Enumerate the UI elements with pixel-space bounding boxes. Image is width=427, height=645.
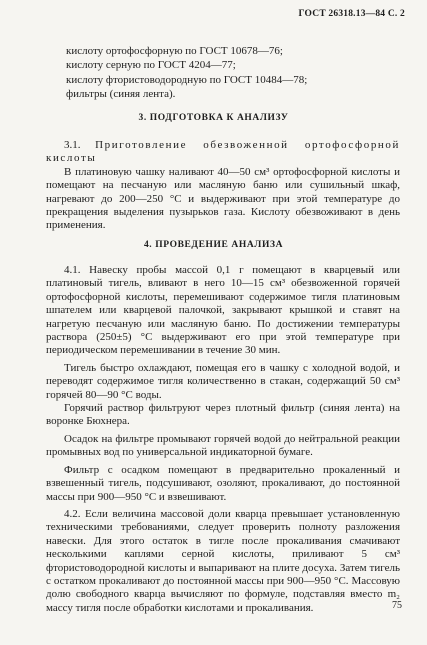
running-header: ГОСТ 26318.13—84 С. 2 [298,9,405,19]
section-3-body [46,139,400,233]
paragraph: Фильтр с осадком помещают в предварительно прокаленный и взвешенный тигель, подсушивают, озоляют, прокаливают, до постоянной массы при 900—950 °С и взвешивают. [46,463,400,503]
list-item: кислоту фтористоводородную по ГОСТ 10484—78; [66,73,308,86]
list-item: кислоту серную по ГОСТ 4204—77; [66,59,236,72]
list-item: кислоту ортофосфорную по ГОСТ 10678—76; [66,45,283,57]
section-4-heading: 4. ПРОВЕДЕНИЕ АНАЛИЗА [143,240,284,250]
section-3-heading: 3. ПОДГОТОВКА К АНАЛИЗУ [138,113,289,123]
subsection-3-1-heading [46,139,400,166]
section-4-body [46,264,400,615]
subsection-number: 3.1. [64,139,81,151]
reagent-list [66,44,307,102]
page-number: 75 [392,600,402,611]
paragraph: 4.1. Навеску пробы массой 0,1 г помещают в кварцевый или платиновый тигель, вливают в него 10—15 см³ обезвоженной горячей ортофосфорной кислоты, перемешивают содержимое тигля платиновым шпателем или кварцевой палочкой, закрывают крышкой и ставят на нагретую песчаную или масляную баню. По достижении температуры раствора (250±5) °С выдерживают его при этой температуре при периодическом перемешивании в течение 30 мин. [46,264,400,357]
paragraph: Горячий раствор фильтруют через плотный фильтр (синяя лента) на воронке Бюхнера. [46,402,400,428]
list-item: фильтры (синяя лента). [66,88,176,101]
subsection-title: Приготовление обезвоженной ортофосфорной кислоты [46,139,401,165]
paragraph: В платиновую чашку наливают 40—50 см³ ортофосфорной кислоты и помещают на песчаную или масляную баню или сушильный шкаф, нагревают до 200—250 °С и выдерживают при этой температуре до прекращения выделения пузырьков газа. Кислоту обезвоживают в день применения. [46,165,400,232]
paragraph: Тигель быстро охлаждают, помещая его в чашку с холодной водой, и переводят содержимое тигля количественно в стакан, содержащий 50 см³ горячей 80—90 °С воды. [46,361,400,401]
paragraph: Осадок на фильтре промывают горячей водой до нейтральной реакции промывных вод по универсальной индикаторной бумаге. [46,432,400,459]
paragraph: 4.2. Если величина массовой доли кварца превышает установленную техническими требованиями, следует проверить полноту разложения навески. Для этого остаток в тигле после прокаливания смачивают несколькими каплями серной кислоты, приливают 5 см³ фтористоводородной кислоты и выпаривают на плите досуха. Затем тигель с остатком прокаливают до постоянной массы при 900—950 °С. Массовую долю свободного кварца вычисляют по формуле, подставляя вместо m₂ массу тигля после обработки кислотами и прокаливания. [46,507,400,614]
